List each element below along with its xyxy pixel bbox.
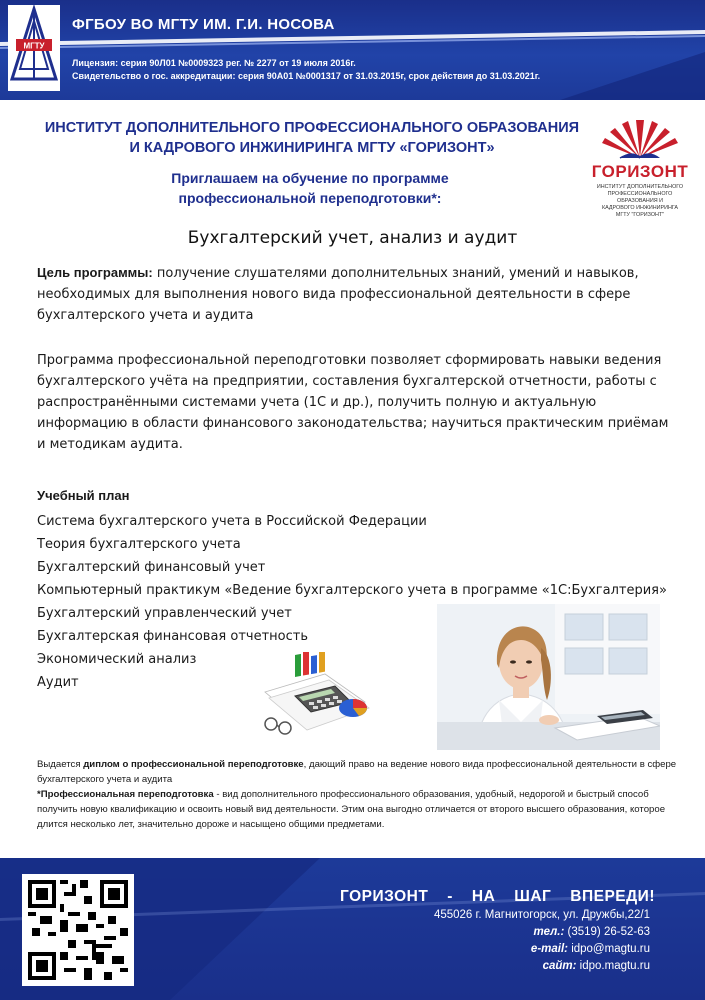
plan-heading: Учебный план [37, 488, 130, 503]
accountant-photo [437, 604, 660, 750]
accounting-illustration [255, 652, 385, 742]
university-name: ФГБОУ ВО МГТУ ИМ. Г.И. НОСОВА [72, 16, 335, 33]
list-item: Аудит [37, 675, 79, 690]
horizon-subtitle: ИНСТИТУТ ДОПОЛНИТЕЛЬНОГО ПРОФЕССИОНАЛЬНОГО ОБРАЗОВАНИЯ И КАДРОВОГО ИНЖИНИРИНГА МГТУ "ГОРИЗОНТ" [596, 184, 684, 218]
footer-email[interactable]: e-mail: idpo@magtu.ru [530, 943, 650, 955]
svg-text:МГТУ: МГТУ [23, 41, 45, 51]
list-item: Бухгалтерская финансовая отчетность [37, 629, 308, 644]
horizon-name: ГОРИЗОНТ [591, 162, 689, 181]
list-item: Теория бухгалтерского учета [37, 537, 241, 552]
definition-bold: *Профессиональная переподготовка [37, 789, 214, 800]
list-item: Система бухгалтерского учета в Российской Федерации [37, 514, 427, 529]
footer-phone: тел.: (3519) 26-52-63 [533, 926, 650, 938]
header-banner [0, 0, 705, 100]
institute-title [12, 118, 612, 158]
program-description: Программа профессиональной переподготовки позволяет сформировать навыки ведения бухгалтерского учёта на предприятии, составления бухгалтерской отчетности, работы с распространёнными системами учета (1С и др.), получить полную и актуальную информацию в области финансового законодательства; научиться практическим приёмам и методикам аудита. [37, 353, 669, 452]
list-item: Бухгалтерский управленческий учет [37, 606, 292, 621]
goal-label: Цель программы: [37, 265, 153, 280]
list-item: Бухгалтерский финансовый учет [37, 560, 266, 575]
horizon-logo [590, 110, 690, 230]
invitation-line-1: Приглашаем на обучение по программе [171, 170, 449, 186]
goal-text: получение слушателями дополнительных знаний, умений и навыков, необходимых для выполнения нового вида профессиональной деятельности в сфере бухгалтерского учета и аудита [37, 266, 639, 323]
qr-code[interactable] [22, 874, 134, 986]
diploma-note: Выдается диплом о профессиональной переподготовке, дающий право на ведение нового вида профессиональной деятельности в сфере бухгалтерского учета и аудита [37, 759, 677, 785]
program-goal [37, 262, 677, 326]
mgtu-logo [8, 5, 60, 91]
institute-line-2: И КАДРОВОГО ИНЖИНИРИНГА МГТУ «ГОРИЗОНТ» [129, 140, 495, 156]
footer-slogan: ГОРИЗОНТ - НА ШАГ ВПЕРЕДИ! [340, 888, 655, 905]
invitation-line-2: профессиональной переподготовки*: [178, 190, 442, 206]
footer-address: 455026 г. Магнитогорск, ул. Дружбы,22/1 [433, 909, 650, 921]
list-item: Компьютерный практикум «Ведение бухгалтерского учета в программе «1С:Бухгалтерия» [37, 583, 667, 598]
license-text: Лицензия: серия 90Л01 №0009323 рег. № 2277 от 19 июля 2016г. [72, 58, 356, 68]
sunrise-icon [590, 110, 690, 165]
definition-note: *Профессиональная переподготовка - вид дополнительного профессионального образования, удобный, недорогой и быстрый способ получить новую квалификацию и освоить новый вид деятельности. Этим она выгодно отличается от второго высшего образования, которое длится несколько лет, значительно дороже и насыщено общими предметами. [37, 789, 666, 830]
institute-line-1: ИНСТИТУТ ДОПОЛНИТЕЛЬНОГО ПРОФЕССИОНАЛЬНОГО ОБРАЗОВАНИЯ [44, 120, 580, 136]
footer-site[interactable]: сайт: idpo.magtu.ru [542, 960, 650, 972]
header-stripes [0, 0, 705, 100]
invitation [90, 168, 530, 208]
list-item: Экономический анализ [37, 652, 197, 667]
diploma-bold: диплом о профессиональной переподготовке [83, 759, 304, 770]
accreditation-text: Свидетельство о гос. аккредитации: серия 90А01 №0001317 от 31.03.2015г, срок действия до 31.03.2021г. [72, 71, 541, 81]
program-title: Бухгалтерский учет, анализ и аудит [187, 228, 518, 248]
